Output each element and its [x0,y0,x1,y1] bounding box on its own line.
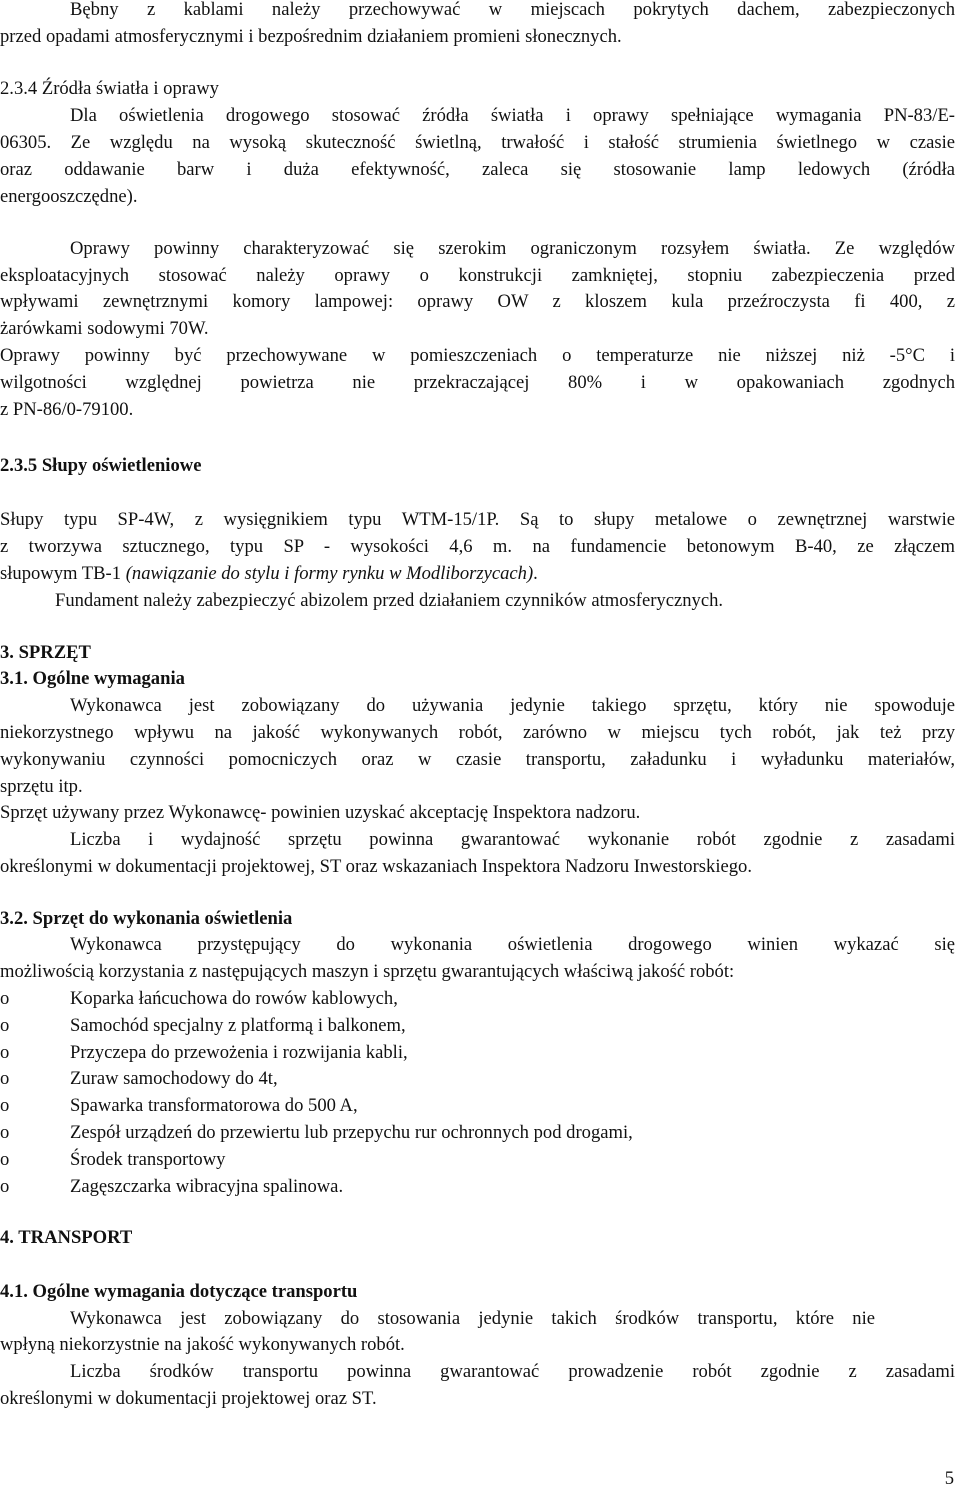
list-item-text: Środek transportowy [70,1149,226,1170]
paragraph-line: określonymi w dokumentacji projektowej, ST oraz wskazaniach Inspektora Nadzoru Inwestorskiego. [0,856,752,877]
section-heading-3-1: 3.1. Ogólne wymagania [0,668,185,689]
bullet-icon: o [0,1149,10,1170]
paragraph-line: Dla oświetlenia drogowego stosować źródła światła i oprawy spełniające wymagania PN-83/E- [70,105,955,126]
list-item-text: Zuraw samochodowy do 4t, [70,1068,278,1089]
paragraph-line [0,561,955,588]
section-heading-2-3-4: 2.3.4 Źródła światła i oprawy [0,78,219,99]
bullet-icon: o [0,1122,10,1143]
bullet-icon: o [0,1176,10,1197]
bullet-icon: o [0,988,10,1009]
bullet-icon: o [0,1068,10,1089]
paragraph-line: eksploatacyjnych stosować należy oprawy o konstrukcji zamkniętej, stopniu zabezpieczenia przed [0,265,955,286]
paragraph-text: słupowym TB-1 [0,563,126,584]
section-heading-3-2: 3.2. Sprzęt do wykonania oświetlenia [0,908,293,929]
paragraph-line: sprzętu itp. [0,776,83,797]
paragraph-line: Wykonawca jest zobowiązany do używania jedynie takiego sprzętu, który nie spowoduje [70,695,955,716]
paragraph-line: Oprawy powinny charakteryzować się szerokim ograniczonym rozsyłem światła. Ze względów [70,238,955,259]
paragraph-line: niekorzystnego wpływu na jakość wykonywanych robót, zarówno w miejscu tych robót, jak też przy [0,722,955,743]
paragraph-line: określonymi w dokumentacji projektowej oraz ST. [0,1388,377,1409]
paragraph-line: Sprzęt używany przez Wykonawcę- powinien uzyskać akceptację Inspektora nadzoru. [0,802,641,823]
paragraph-line: energooszczędne). [0,186,138,207]
paragraph-line: wpływami zewnętrznymi komory lampowej: oprawy OW z kloszem kula przeźroczysta fi 400, z [0,291,955,312]
paragraph-line: Wykonawca jest zobowiązany do stosowania jedynie takich środków transportu, które nie [70,1308,875,1329]
section-heading-3: 3. SPRZĘT [0,642,91,663]
list-item-text: Zespół urządzeń do przewiertu lub przepychu rur ochronnych pod drogami, [70,1122,633,1143]
paragraph-line: wykonywaniu czynności pomocniczych oraz w czasie transportu, załadunku i wyładunku materiałów, [0,749,955,770]
paragraph-line: żarówkami sodowymi 70W. [0,318,209,339]
bullet-icon: o [0,1015,10,1036]
paragraph-line: Bębny z kablami należy przechowywać w miejscach pokrytych dachem, zabezpieczonych [70,0,955,20]
section-heading-4-1: 4.1. Ogólne wymagania dotyczące transportu [0,1281,358,1302]
paragraph-line: 06305. Ze względu na wysoką skuteczność świetlną, trwałość i stałość strumienia świetlnego w czasie [0,132,955,153]
paragraph-line: możliwością korzystania z następujących maszyn i sprzętu gwarantujących właściwą jakość robót: [0,961,735,982]
section-heading-4: 4. TRANSPORT [0,1227,133,1248]
paragraph-line: z tworzywa sztucznego, typu SP - wysokości 4,6 m. na fundamencie betonowym B-40, ze złączem [0,536,955,557]
paragraph-line: Oprawy powinny być przechowywane w pomieszczeniach o temperaturze nie niższej niż -5°C i [0,345,955,366]
list-item-text: Zagęszczarka wibracyjna spalinowa. [70,1176,344,1197]
bullet-icon: o [0,1095,10,1116]
list-item-text: Przyczepa do przewożenia i rozwijania kabli, [70,1042,408,1063]
list-item-text: Koparka łańcuchowa do rowów kablowych, [70,988,398,1009]
paragraph-line: wpłyną niekorzystnie na jakość wykonywanych robót. [0,1334,405,1355]
italic-note: (nawiązanie do stylu i formy rynku w Modliborzycach) [125,563,534,584]
paragraph-line: Liczba środków transportu powinna gwarantować prowadzenie robót zgodnie z zasadami [70,1361,955,1382]
page-number: 5 [944,1468,954,1489]
paragraph-line: Liczba i wydajność sprzętu powinna gwarantować wykonanie robót zgodnie z zasadami [70,829,955,850]
paragraph-line: Fundament należy zabezpieczyć abizolem przed działaniem czynników atmosferycznych. [55,590,724,611]
bullet-icon: o [0,1042,10,1063]
paragraph-text: . [533,563,538,584]
paragraph-line: wilgotności względnej powietrza nie przekraczającej 80% i w opakowaniach zgodnych [0,372,955,393]
paragraph-line: z PN-86/0-79100. [0,399,134,420]
paragraph-line: oraz oddawanie barw i duża efektywność, zaleca się stosowanie lamp ledowych (źródła [0,159,955,180]
list-item-text: Samochód specjalny z platformą i balkonem, [70,1015,406,1036]
paragraph-line: Słupy typu SP-4W, z wysięgnikiem typu WTM-15/1P. Są to słupy metalowe o zewnętrznej warstwie [0,509,955,530]
section-heading-2-3-5: 2.3.5 Słupy oświetleniowe [0,455,202,476]
list-item-text: Spawarka transformatorowa do 500 A, [70,1095,358,1116]
paragraph-line: przed opadami atmosferycznymi i bezpośrednim działaniem promieni słonecznych. [0,26,622,47]
paragraph-line: Wykonawca przystępujący do wykonania oświetlenia drogowego winien wykazać się [70,934,955,955]
